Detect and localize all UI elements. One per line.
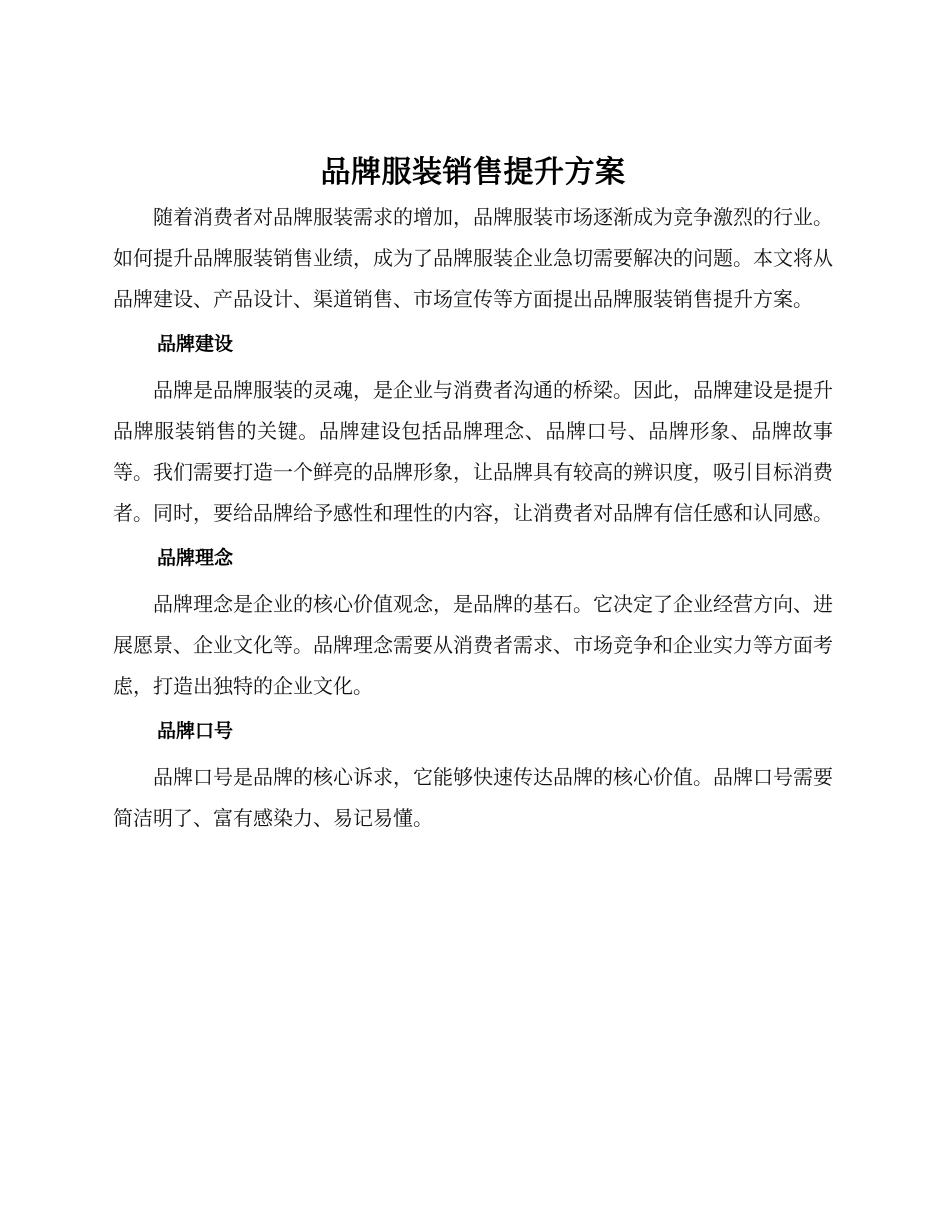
document-title: 品牌服装销售提升方案	[320, 155, 626, 190]
section-heading-brand-building: 品牌建设	[157, 333, 234, 355]
intro-paragraph: 随着消费者对品牌服装需求的增加，品牌服装市场逐渐成为竞争激烈的行业。如何提升品牌服装销售业绩，成为了品牌服装企业急切需要解决的问题。本文将从品牌建设、产品设计、渠道销售、市场宣传等方面提出品牌服装销售提升方案。	[113, 205, 833, 311]
document-body	[113, 150, 833, 839]
section-heading-brand-slogan: 品牌口号	[157, 720, 234, 742]
section-heading-brand-philosophy: 品牌理念	[157, 547, 234, 569]
section-body-brand-building: 品牌是品牌服装的灵魂，是企业与消费者沟通的桥梁。因此，品牌建设是提升品牌服装销售的关键。品牌建设包括品牌理念、品牌口号、品牌形象、品牌故事等。我们需要打造一个鲜亮的品牌形象，让品牌具有较高的辨识度，吸引目标消费者。同时，要给品牌给予感性和理性的内容，让消费者对品牌有信任感和认同感。	[113, 378, 833, 525]
section-body-brand-philosophy: 品牌理念是企业的核心价值观念，是品牌的基石。它决定了企业经营方向、进展愿景、企业文化等。品牌理念需要从消费者需求、市场竞争和企业实力等方面考虑，打造出独特的企业文化。	[113, 592, 833, 698]
section-body-brand-slogan: 品牌口号是品牌的核心诉求，它能够快速传达品牌的核心价值。品牌口号需要简洁明了、富有感染力、易记易懂。	[113, 765, 833, 830]
